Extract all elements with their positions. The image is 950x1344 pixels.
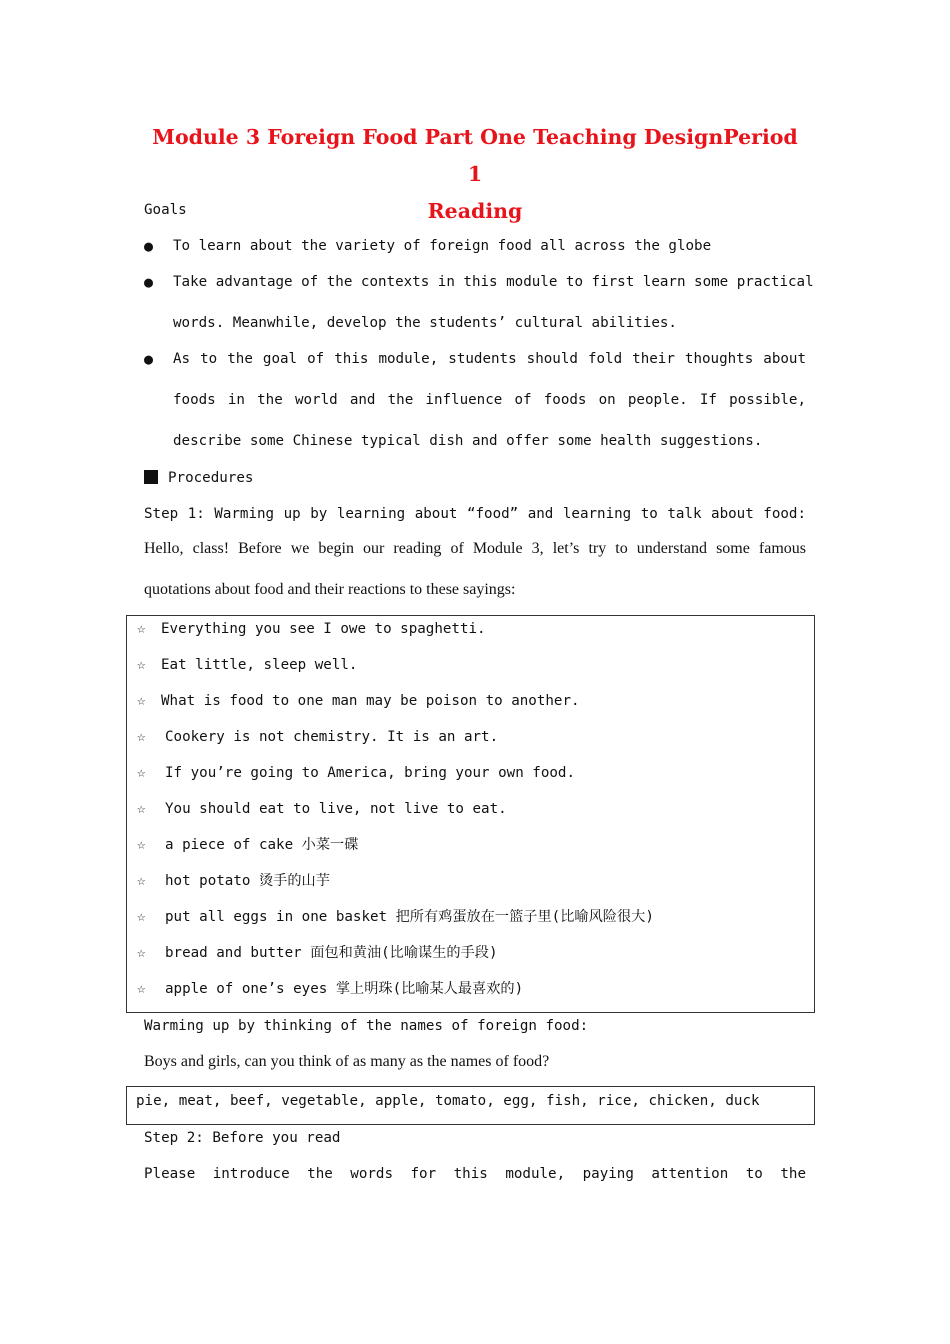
food-list-text: pie, meat, beef, vegetable, apple, tomato, egg, fish, rice, chicken, duck xyxy=(136,1093,760,1109)
quote-item: ☆ You should eat to live, not live to eat. xyxy=(137,801,507,817)
document-title xyxy=(144,119,806,230)
procedures-heading-text: Procedures xyxy=(168,470,254,486)
quote-item: ☆ Cookery is not chemistry. It is an art. xyxy=(137,729,499,745)
warming-up-question: Boys and girls, can you think of as many as the names of food? xyxy=(144,1053,550,1070)
title-line-2: Reading xyxy=(427,199,523,223)
star-icon: ☆ xyxy=(137,981,146,997)
star-icon: ☆ xyxy=(137,873,146,889)
star-icon: ☆ xyxy=(137,837,146,853)
quote-item: ☆ Eat little, sleep well. xyxy=(137,657,358,673)
food-list-box xyxy=(126,1086,815,1125)
star-icon: ☆ xyxy=(137,801,146,817)
intro-line-2: quotations about food and their reactions to these sayings: xyxy=(144,581,516,598)
bullet-icon: ● xyxy=(144,350,154,368)
goal-2-line-1: Take advantage of the contexts in this module to first learn some practical xyxy=(173,274,814,290)
goal-3-line-3: describe some Chinese typical dish and offer some health suggestions. xyxy=(173,433,763,449)
quote-item: ☆ apple of one’s eyes 掌上明珠(比喻某人最喜欢的) xyxy=(137,981,524,997)
star-icon: ☆ xyxy=(137,909,146,925)
quote-item: ☆ a piece of cake 小菜一碟 xyxy=(137,837,359,853)
procedures-heading xyxy=(144,468,253,488)
bullet-icon: ● xyxy=(144,237,154,255)
quote-item: ☆ hot potato 烫手的山芋 xyxy=(137,873,330,889)
star-icon: ☆ xyxy=(137,621,146,637)
goal-3-line-1: As to the goal of this module, students should fold their thoughts about xyxy=(173,351,806,367)
title-line-1: Module 3 Foreign Food Part One Teaching DesignPeriod 1 xyxy=(152,125,798,186)
bullet-icon: ● xyxy=(144,273,154,291)
star-icon: ☆ xyxy=(137,945,146,961)
star-icon: ☆ xyxy=(137,729,146,745)
goal-3-line-2: foods in the world and the influence of foods on people. If possible, xyxy=(173,392,806,408)
warming-up-names-heading: Warming up by thinking of the names of foreign food: xyxy=(144,1018,589,1034)
quote-item: ☆ What is food to one man may be poison to another. xyxy=(137,693,580,709)
star-icon: ☆ xyxy=(137,693,146,709)
step-2-text: Please introduce the words for this module, paying attention to the xyxy=(144,1166,806,1182)
goal-2-line-2: words. Meanwhile, develop the students’ cultural abilities. xyxy=(173,315,677,331)
black-square-icon xyxy=(144,470,158,484)
quote-item: ☆ Everything you see I owe to spaghetti. xyxy=(137,621,486,637)
quote-item: ☆ If you’re going to America, bring your own food. xyxy=(137,765,575,781)
star-icon: ☆ xyxy=(137,765,146,781)
quotes-box xyxy=(126,615,815,1013)
step-2-heading: Step 2: Before you read xyxy=(144,1130,341,1146)
star-icon: ☆ xyxy=(137,657,146,673)
intro-line-1: Hello, class! Before we begin our reading of Module 3, let’s try to understand some famous xyxy=(144,540,806,557)
goal-1-line-1: To learn about the variety of foreign food all across the globe xyxy=(173,238,712,254)
step-1-heading: Step 1: Warming up by learning about “food” and learning to talk about food: xyxy=(144,506,806,522)
quote-item: ☆ put all eggs in one basket 把所有鸡蛋放在一篮子里(比喻风险很大) xyxy=(137,909,654,925)
quote-item: ☆ bread and butter 面包和黄油(比喻谋生的手段) xyxy=(137,945,498,961)
goals-heading: Goals xyxy=(144,202,187,218)
